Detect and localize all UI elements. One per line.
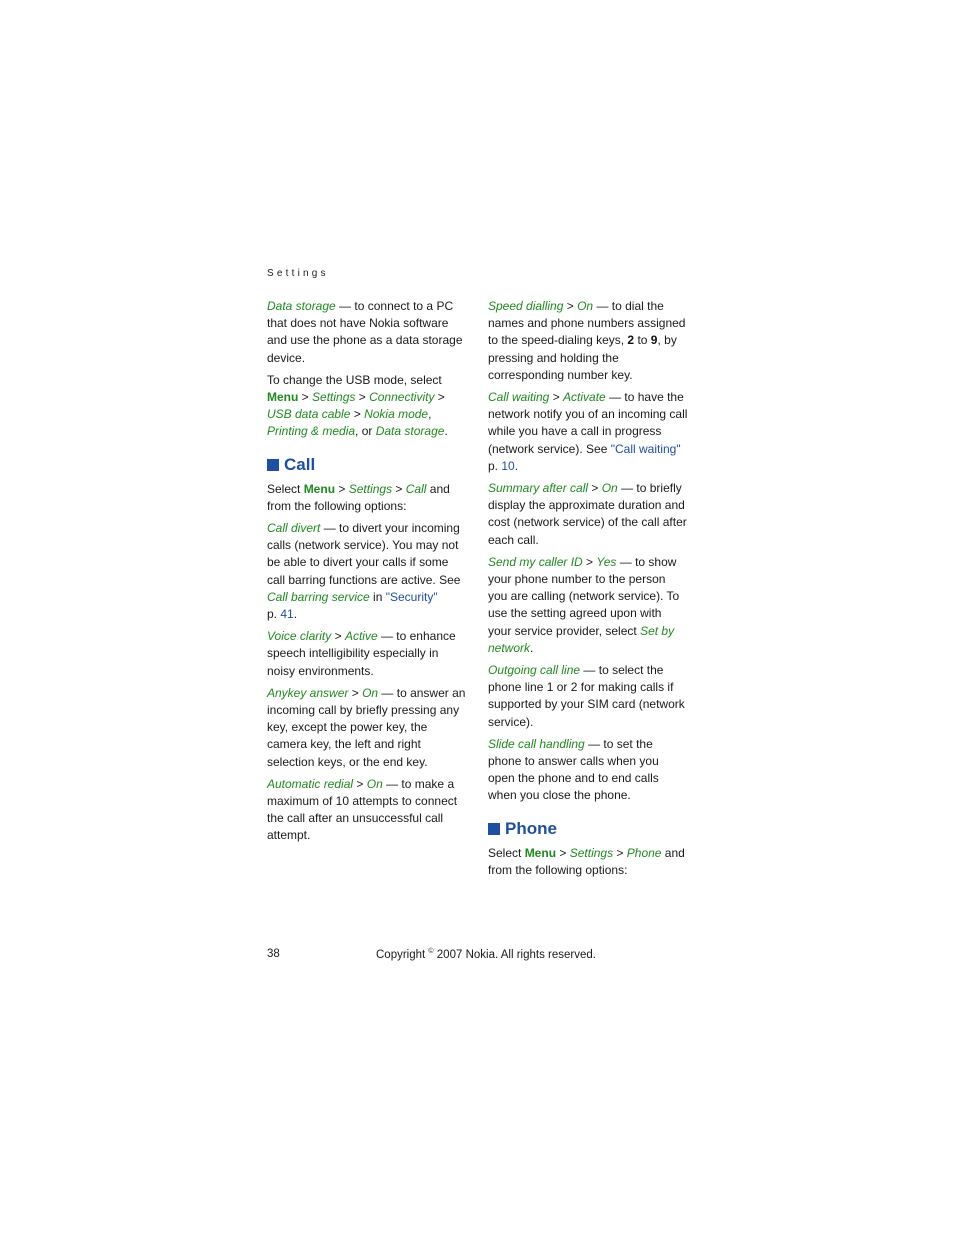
running-header: Settings [267,268,329,279]
option-name: Automatic redial [267,776,354,791]
option-name: Call waiting [488,390,550,405]
option-value: On [362,685,379,700]
menu-path-item: Phone [626,845,662,860]
paragraph-slide-call-handling: Slide call handling — to set the phone to answer calls when you open the phone and to end calls when you close the phone. [488,736,659,803]
square-bullet-icon [488,823,500,835]
paragraph-voice-clarity: Voice clarity > Active — to enhance speech intelligibility especially in noisy environments. [267,629,456,678]
paragraph-anykey-answer: Anykey answer > On — to answer an incoming call by briefly pressing any key, except the power key, the camera key, the left and right selection keys, or the end key. [267,685,466,769]
left-column [267,298,467,850]
menu-path-item: Settings [348,481,393,496]
menu-path-item: Settings [569,845,614,860]
section-heading-phone: Phone [488,819,688,839]
menu-path-item: Call [405,481,427,496]
option-name: Speed dialling [488,299,564,313]
option-name: Call divert [267,521,321,536]
option-name: Data storage [267,299,336,313]
menu-keyword: Menu [303,481,336,496]
menu-path-item: Nokia mode [364,407,429,422]
copyright-notice: Copyright © 2007 Nokia. All rights reserved. [376,948,596,961]
section-heading-call: Call [267,455,467,475]
option-name: Slide call handling [488,736,585,751]
menu-path-item: Printing & media [267,424,356,439]
menu-path-item: Data storage [375,424,445,439]
cross-reference-link[interactable]: "Call waiting" [610,441,681,456]
option-name: Call barring service [267,589,370,604]
paragraph-send-caller-id: Send my caller ID > Yes — to show your phone number to the person you are calling (network service). To use the setting agreed upon with your service provider, select Set by network. [488,554,680,655]
menu-path-item: Settings [312,390,356,405]
paragraph-usb-mode: To change the USB mode, select Menu > Settings > Connectivity > USB data cable > Nokia mode, Printing & media, or Data storage. [267,372,448,439]
menu-keyword: Menu [267,390,299,405]
key-label: 2 [627,333,635,348]
option-name: Summary after call [488,481,589,496]
option-value: On [601,481,618,496]
page-number: 38 [267,948,280,960]
option-name: Outgoing call line [488,663,581,678]
menu-path-item: USB data cable [267,407,351,422]
right-column [488,298,688,884]
option-name: Anykey answer [267,685,349,700]
paragraph-phone-select: Select Menu > Settings > Phone and from the following options: [488,845,685,877]
option-description: — to connect to a PC that does not have Nokia software and use the phone as a data storage device. [267,299,463,365]
option-value: Activate [563,390,606,405]
square-bullet-icon [267,459,279,471]
paragraph-call-select: Select Menu > Settings > Call and from the following options: [267,481,450,513]
paragraph-automatic-redial: Automatic redial > On — to make a maximum of 10 attempts to connect the call after an unsuccessful call attempt. [267,776,458,843]
text: To change the USB mode, select [267,372,442,387]
paragraph-data-storage [267,298,467,367]
key-label: 9 [650,333,658,348]
paragraph-call-divert: Call divert — to divert your incoming calls (network service). You may not be able to divert your calls if some call barring functions are active. See Call barring service in "Security" p. 41. [267,521,461,622]
option-value: Set by network [488,623,675,655]
page-link[interactable]: 10 [501,458,515,473]
paragraph-outgoing-call-line: Outgoing call line — to select the phone line 1 or 2 for making calls if supported by your SIM card (network service). [488,663,685,729]
copyright-symbol: © [428,948,434,955]
option-name: Send my caller ID [488,554,583,569]
option-value: On [366,776,383,791]
menu-path-item: Connectivity [369,390,435,405]
paragraph-call-waiting: Call waiting > Activate — to have the network notify you of an incoming call while you have a call in progress (network service). See "Call waiting" p. 10. [488,390,688,473]
option-value: On [577,299,594,313]
page-link[interactable]: 41 [280,607,294,622]
paragraph-speed-dialling: Speed dialling > On — to dial the names and phone numbers assigned to the speed-dialing keys, 2 to 9, by pressing and holding the corresponding number key. [488,299,686,382]
paragraph-summary-after-call: Summary after call > On — to briefly display the approximate duration and cost (network service) of the call after each call. [488,481,687,547]
option-value: Yes [596,554,617,569]
option-value: Active [344,629,378,644]
option-name: Voice clarity [267,629,332,644]
cross-reference-link[interactable]: "Security" [385,589,438,604]
menu-keyword: Menu [524,845,557,860]
